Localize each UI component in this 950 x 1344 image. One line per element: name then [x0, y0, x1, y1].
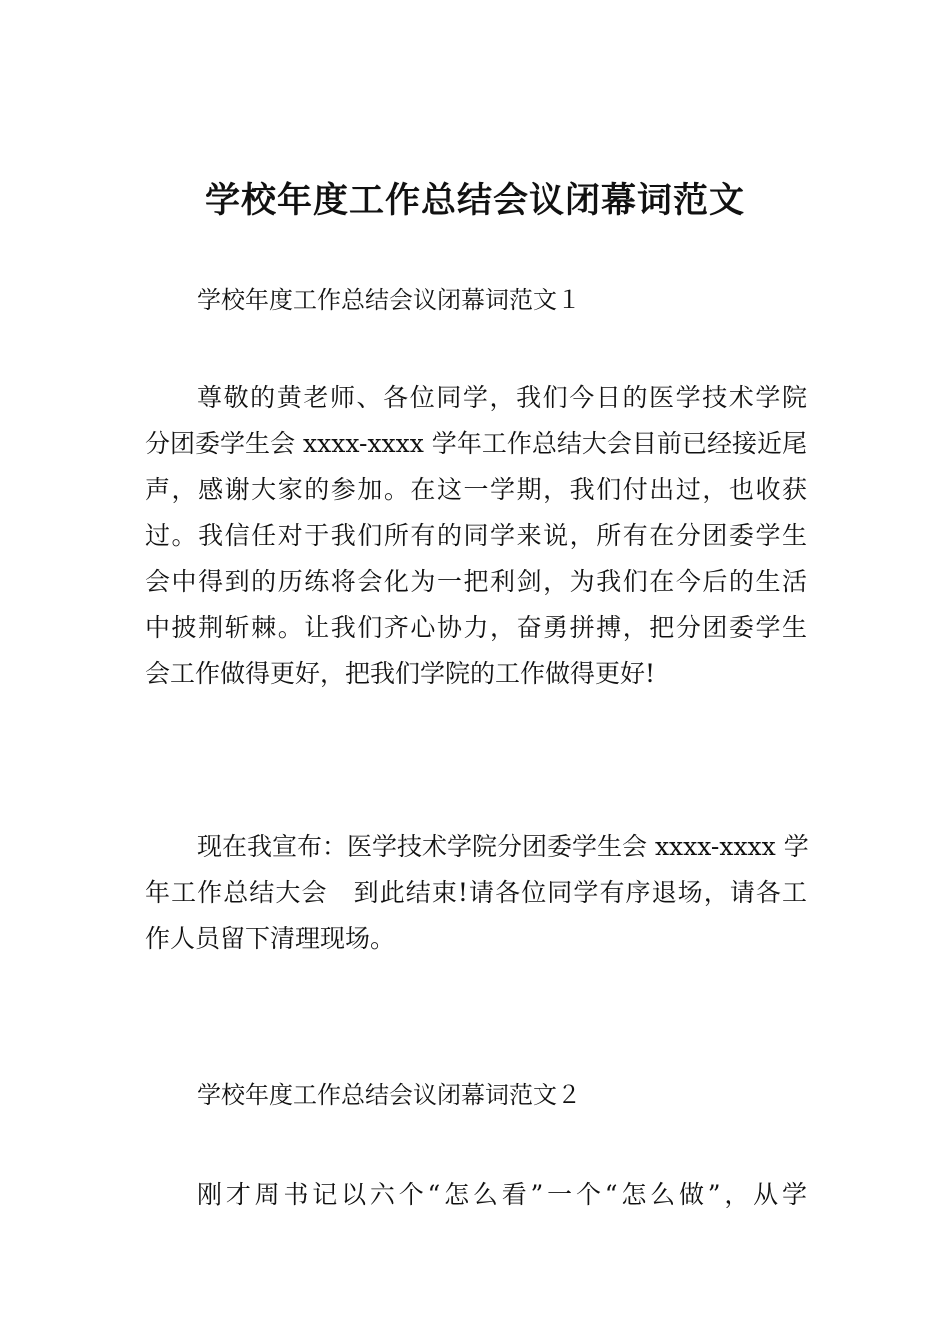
paragraph-line: 过。我信任对于我们所有的同学来说，所有在分团委学生	[145, 521, 807, 550]
paragraph-line: 中披荆斩棘。让我们齐心协力，奋勇拼搏，把分团委学生	[145, 613, 807, 642]
paragraph-line: 现在我宣布：医学技术学院分团委学生会 xxxx-xxxx 学	[197, 832, 809, 861]
paragraph-line: 会中得到的历练将会化为一把利剑，为我们在今后的生活	[145, 567, 807, 596]
paragraph-line: 年工作总结大会 到此结束!请各位同学有序退场，请各工	[145, 878, 807, 907]
section1-paragraph-1	[145, 375, 807, 697]
paragraph-line: 尊敬的黄老师、各位同学，我们今日的医学技术学院	[197, 383, 807, 412]
document-title: 学校年度工作总结会议闭幕词范文	[204, 181, 745, 221]
paragraph-line: 声，感谢大家的参加。在这一学期，我们付出过，也收获	[145, 475, 807, 504]
section-heading-2: 学校年度工作总结会议闭幕词范文２	[197, 1081, 581, 1109]
paragraph-line: 刚才周书记以六个“怎么看”一个“怎么做”，从学	[197, 1180, 807, 1209]
section2-paragraph-1	[145, 1172, 807, 1218]
paragraph-line: 作人员留下清理现场。	[145, 924, 396, 953]
section1-paragraph-2	[145, 824, 807, 962]
paragraph-line: 分团委学生会 xxxx-xxxx 学年工作总结大会目前已经接近尾	[145, 429, 807, 458]
paragraph-line: 会工作做得更好，把我们学院的工作做得更好!	[145, 659, 656, 688]
section-heading-1: 学校年度工作总结会议闭幕词范文１	[197, 286, 581, 314]
